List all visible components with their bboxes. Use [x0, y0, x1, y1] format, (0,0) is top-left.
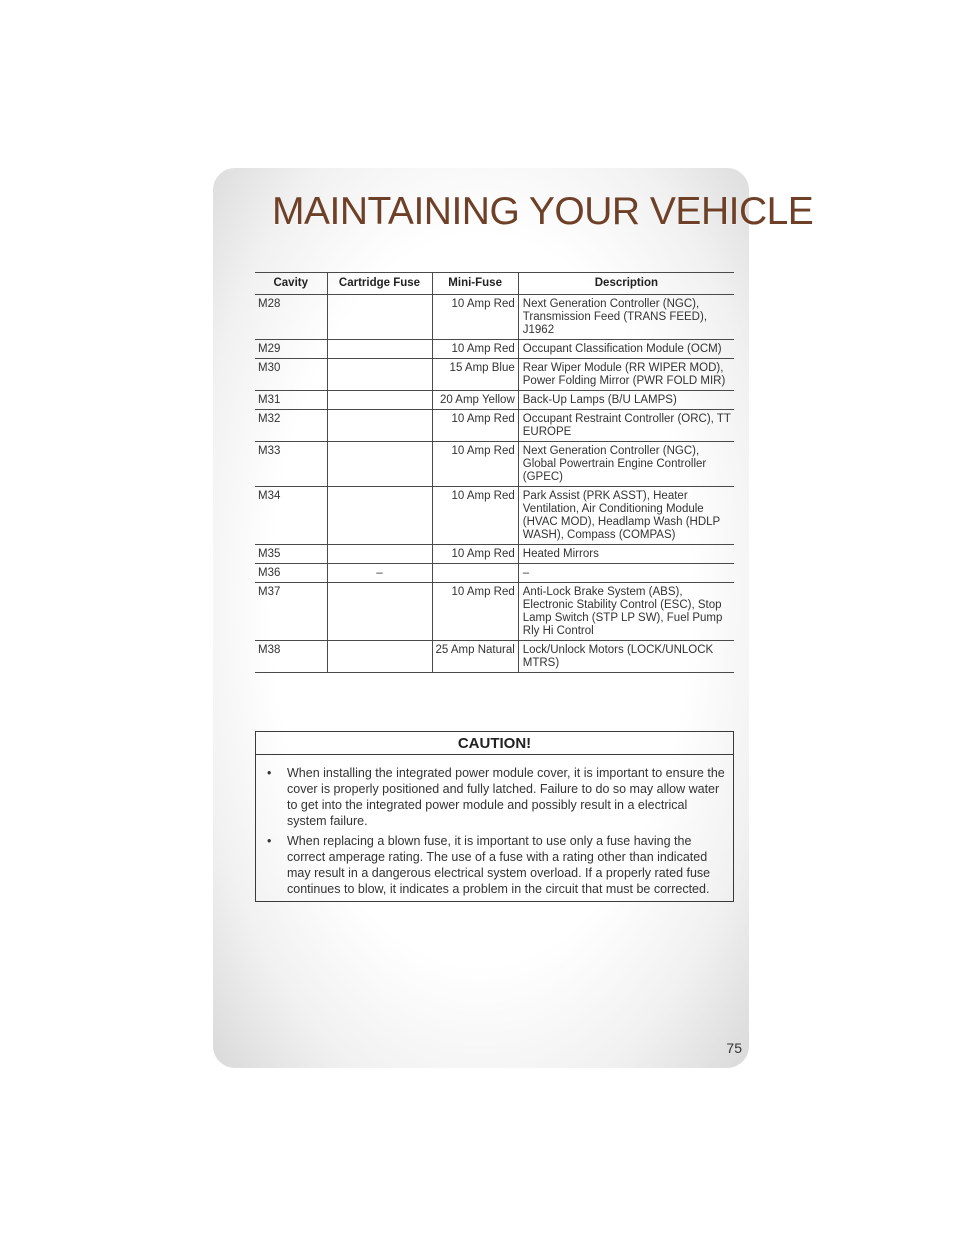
- caution-box: [255, 731, 734, 902]
- caution-item-text: When replacing a blown fuse, it is important to use only a fuse having the correct amperage rating. The use of a fuse with a rating other than indicated may result in a dangerous electrical system overload. If a properly rated fuse continues to blow, it indicates a problem in the circuit that must be corrected.: [287, 834, 711, 896]
- cell-cartridge-fuse: [327, 641, 432, 673]
- cell-mini-fuse: 15 Amp Blue: [432, 359, 518, 391]
- cell-cavity: M30: [255, 359, 327, 391]
- cell-cartridge-fuse: [327, 583, 432, 641]
- table-row: [255, 583, 734, 641]
- cell-cartridge-fuse: –: [327, 564, 432, 583]
- cell-description: Heated Mirrors: [518, 545, 734, 564]
- table-header-row: [255, 273, 734, 295]
- cell-description: Next Generation Controller (NGC), Transmission Feed (TRANS FEED), J1962: [518, 295, 734, 340]
- table-row: [255, 391, 734, 410]
- cell-description: Rear Wiper Module (RR WIPER MOD), Power Folding Mirror (PWR FOLD MIR): [518, 359, 734, 391]
- table-row: [255, 641, 734, 673]
- cell-cavity: M36: [255, 564, 327, 583]
- cell-cavity: M29: [255, 340, 327, 359]
- cell-cavity: M38: [255, 641, 327, 673]
- cell-mini-fuse: 25 Amp Natural: [432, 641, 518, 673]
- cell-mini-fuse: 10 Amp Red: [432, 410, 518, 442]
- cell-cartridge-fuse: [327, 295, 432, 340]
- cell-mini-fuse: 10 Amp Red: [432, 583, 518, 641]
- cell-description: Back-Up Lamps (B/U LAMPS): [518, 391, 734, 410]
- table-row: [255, 545, 734, 564]
- caution-item: [267, 765, 727, 829]
- cell-mini-fuse: 10 Amp Red: [432, 340, 518, 359]
- cell-cartridge-fuse: [327, 442, 432, 487]
- bullet-icon: •: [267, 834, 272, 848]
- cell-mini-fuse: 10 Amp Red: [432, 487, 518, 545]
- caution-list: [256, 765, 733, 897]
- table-row: [255, 442, 734, 487]
- cell-mini-fuse: [432, 564, 518, 583]
- column-header-cavity: Cavity: [255, 273, 327, 295]
- cell-mini-fuse: 10 Amp Red: [432, 545, 518, 564]
- cell-cartridge-fuse: [327, 487, 432, 545]
- section-title: MAINTAINING YOUR VEHICLE: [272, 190, 814, 233]
- cell-description: –: [518, 564, 734, 583]
- cell-cartridge-fuse: [327, 410, 432, 442]
- fuse-table: [255, 272, 734, 673]
- cell-cavity: M37: [255, 583, 327, 641]
- caution-item-text: When installing the integrated power module cover, it is important to ensure the cover is properly positioned and fully latched. Failure to do so may allow water to get into the integrated power module and possibly result in a electrical system failure.: [287, 766, 725, 828]
- cell-cavity: M28: [255, 295, 327, 340]
- cell-description: Next Generation Controller (NGC), Global Powertrain Engine Controller (GPEC): [518, 442, 734, 487]
- column-header-cartridge-fuse: Cartridge Fuse: [327, 273, 432, 295]
- cell-description: Lock/Unlock Motors (LOCK/UNLOCK MTRS): [518, 641, 734, 673]
- cell-description: Park Assist (PRK ASST), Heater Ventilation, Air Conditioning Module (HVAC MOD), Headlamp Wash (HDLP WASH), Compass (COMPAS): [518, 487, 734, 545]
- caution-item: [267, 833, 727, 897]
- cell-cartridge-fuse: [327, 545, 432, 564]
- cell-description: Occupant Classification Module (OCM): [518, 340, 734, 359]
- cell-mini-fuse: 10 Amp Red: [432, 442, 518, 487]
- cell-mini-fuse: 10 Amp Red: [432, 295, 518, 340]
- bullet-icon: •: [267, 766, 272, 780]
- table-row: [255, 564, 734, 583]
- table-row: [255, 359, 734, 391]
- table-row: [255, 487, 734, 545]
- cell-description: Occupant Restraint Controller (ORC), TT EUROPE: [518, 410, 734, 442]
- cell-cavity: M32: [255, 410, 327, 442]
- column-header-description: Description: [518, 273, 734, 295]
- table-row: [255, 340, 734, 359]
- page-number: 75: [726, 1040, 742, 1056]
- table-row: [255, 295, 734, 340]
- cell-cavity: M35: [255, 545, 327, 564]
- caution-title: CAUTION!: [256, 732, 733, 755]
- cell-cavity: M33: [255, 442, 327, 487]
- table-row: [255, 410, 734, 442]
- column-header-mini-fuse: Mini-Fuse: [432, 273, 518, 295]
- cell-cavity: M34: [255, 487, 327, 545]
- cell-cartridge-fuse: [327, 391, 432, 410]
- cell-cartridge-fuse: [327, 340, 432, 359]
- cell-cartridge-fuse: [327, 359, 432, 391]
- cell-cavity: M31: [255, 391, 327, 410]
- cell-mini-fuse: 20 Amp Yellow: [432, 391, 518, 410]
- cell-description: Anti-Lock Brake System (ABS), Electronic Stability Control (ESC), Stop Lamp Switch (STP LP SW), Fuel Pump Rly Hi Control: [518, 583, 734, 641]
